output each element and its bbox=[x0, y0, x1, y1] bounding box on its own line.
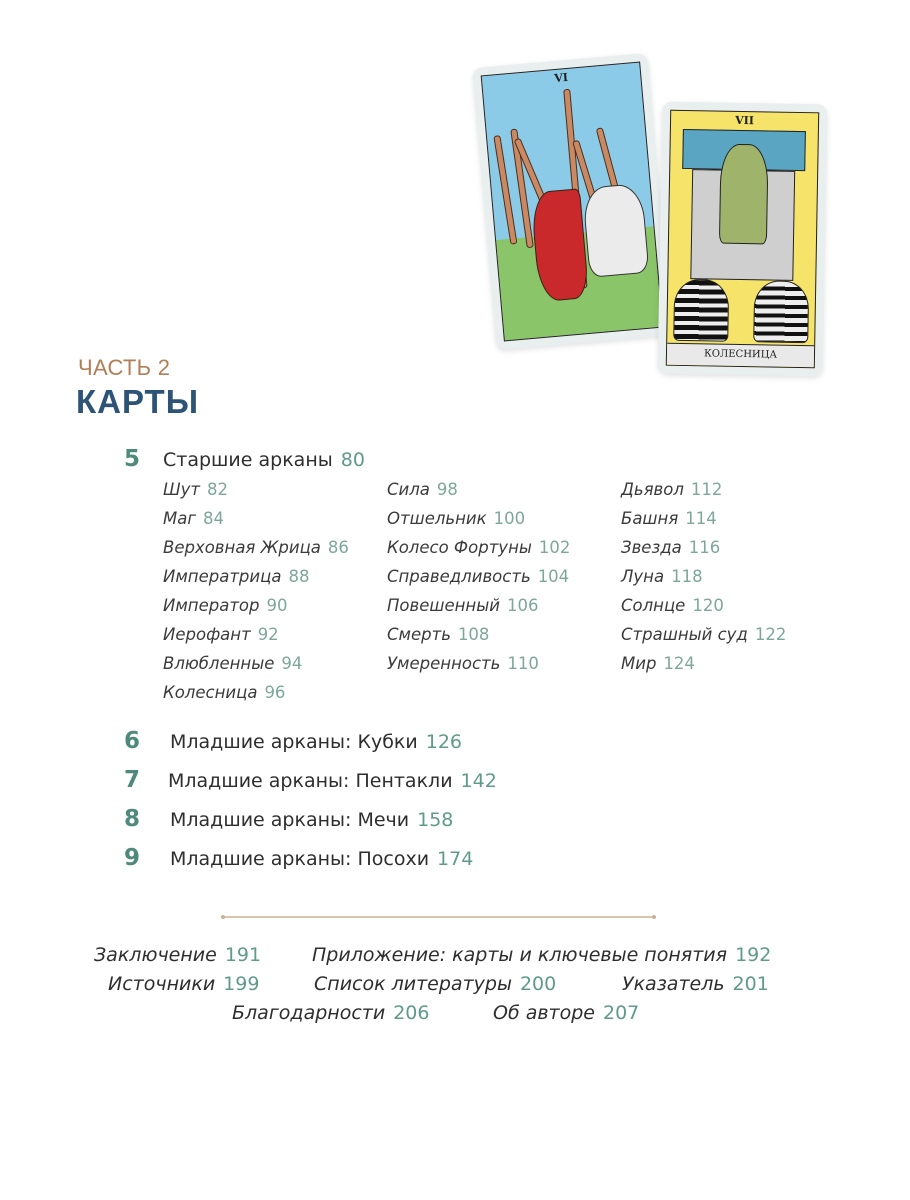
page-number: 207 bbox=[603, 1002, 640, 1024]
rider-figure bbox=[530, 188, 589, 302]
page-number: 120 bbox=[692, 596, 724, 615]
arcana-name: Умеренность bbox=[387, 654, 501, 673]
entry-title: Указатель bbox=[622, 973, 725, 995]
entry-title: Благодарности bbox=[232, 1002, 386, 1024]
toc-entry-about-author[interactable] bbox=[493, 1002, 639, 1024]
page-number: 102 bbox=[538, 538, 571, 557]
page-number: 80 bbox=[340, 449, 365, 471]
page-number: 174 bbox=[437, 848, 474, 870]
arcana-name: Верховная Жрица bbox=[163, 538, 321, 557]
part-title: КАРТЫ bbox=[76, 383, 200, 420]
card-artwork bbox=[481, 62, 664, 342]
toc-entry-index[interactable] bbox=[622, 973, 769, 995]
page-number: 118 bbox=[671, 567, 703, 586]
page-number: 116 bbox=[688, 538, 721, 557]
page-number: 86 bbox=[327, 538, 349, 557]
page-number: 110 bbox=[507, 654, 539, 673]
toc-entry-arcana[interactable] bbox=[387, 509, 525, 528]
arcana-name: Справедливость bbox=[387, 567, 531, 586]
arcana-name: Солнце bbox=[621, 596, 686, 615]
arcana-name: Страшный суд bbox=[621, 625, 748, 644]
chapter-title: Младшие арканы: Пентакли bbox=[168, 770, 453, 792]
chapter-number: 9 bbox=[124, 845, 141, 871]
chapter-number: 8 bbox=[124, 806, 141, 832]
page-number: 199 bbox=[223, 973, 260, 995]
toc-entry-arcana[interactable] bbox=[163, 625, 279, 644]
tarot-card-chariot bbox=[658, 102, 828, 377]
page-number: 98 bbox=[436, 480, 458, 499]
toc-entry-arcana[interactable] bbox=[163, 683, 285, 702]
page-number: 142 bbox=[460, 770, 497, 792]
card-numeral: VI bbox=[553, 70, 569, 86]
part-label: ЧАСТЬ 2 bbox=[78, 355, 171, 380]
entry-title: Источники bbox=[108, 973, 216, 995]
arcana-name: Башня bbox=[621, 509, 679, 528]
arcana-name: Императрица bbox=[163, 567, 282, 586]
arcana-name: Мир bbox=[621, 654, 657, 673]
toc-entry-arcana[interactable] bbox=[387, 596, 538, 615]
arcana-name: Звезда bbox=[621, 538, 682, 557]
card-numeral: VII bbox=[735, 113, 755, 128]
page-number: 88 bbox=[288, 567, 310, 586]
toc-entry-arcana[interactable] bbox=[387, 654, 539, 673]
toc-entry-arcana[interactable] bbox=[387, 625, 489, 644]
page-number: 192 bbox=[735, 944, 772, 966]
toc-entry-chapter-9[interactable] bbox=[170, 848, 473, 870]
page-number: 200 bbox=[519, 973, 557, 995]
toc-entry-arcana[interactable] bbox=[621, 509, 717, 528]
toc-entry-acknowledgements[interactable] bbox=[232, 1002, 429, 1024]
toc-entry-arcana[interactable] bbox=[621, 596, 724, 615]
chapter-number: 6 bbox=[124, 728, 141, 754]
toc-entry-arcana[interactable] bbox=[387, 567, 569, 586]
arcana-name: Отшельник bbox=[387, 509, 487, 528]
entry-title: Заключение bbox=[94, 944, 217, 966]
toc-entry-bibliography[interactable] bbox=[314, 973, 556, 995]
toc-entry-chapter-5[interactable] bbox=[163, 449, 365, 471]
black-sphinx-figure bbox=[673, 279, 729, 342]
page-number: 201 bbox=[732, 973, 769, 995]
arcana-name: Дьявол bbox=[621, 480, 684, 499]
arcana-name: Колесница bbox=[163, 683, 258, 702]
page-number: 104 bbox=[537, 567, 570, 586]
arcana-name: Влюбленные bbox=[163, 654, 275, 673]
toc-entry-conclusion[interactable] bbox=[94, 944, 261, 966]
card-artwork bbox=[666, 110, 819, 369]
arcana-name: Император bbox=[163, 596, 260, 615]
entry-title: Приложение: карты и ключевые понятия bbox=[312, 944, 728, 966]
page-number: 124 bbox=[663, 654, 695, 673]
page-number: 114 bbox=[685, 509, 717, 528]
page-number: 94 bbox=[281, 654, 303, 673]
arcana-name: Шут bbox=[163, 480, 201, 499]
toc-entry-arcana[interactable] bbox=[621, 567, 703, 586]
page-number: 106 bbox=[506, 596, 539, 615]
page-number: 191 bbox=[224, 944, 262, 966]
toc-entry-chapter-6[interactable] bbox=[170, 731, 462, 753]
chapter-title: Младшие арканы: Посохи bbox=[170, 848, 430, 870]
chapter-number: 5 bbox=[124, 446, 141, 472]
white-sphinx-figure bbox=[753, 280, 809, 343]
arcana-name: Маг bbox=[163, 509, 197, 528]
card-caption: КОЛЕСНИЦА bbox=[667, 343, 814, 368]
arcana-name: Иерофант bbox=[163, 625, 251, 644]
arcana-name: Сила bbox=[387, 480, 430, 499]
chapter-title: Младшие арканы: Кубки bbox=[170, 731, 418, 753]
toc-entry-arcana[interactable] bbox=[163, 480, 228, 499]
page-number: 158 bbox=[417, 809, 454, 831]
arcana-name: Луна bbox=[621, 567, 665, 586]
tarot-card-six-of-wands bbox=[472, 53, 672, 350]
horse-figure bbox=[582, 183, 650, 278]
toc-entry-chapter-8[interactable] bbox=[170, 809, 453, 831]
page-number: 84 bbox=[203, 509, 225, 528]
section-divider bbox=[223, 916, 654, 918]
page-number: 100 bbox=[493, 509, 526, 528]
toc-entry-arcana[interactable] bbox=[163, 538, 349, 557]
entry-title: Об авторе bbox=[493, 1002, 595, 1024]
page-number: 90 bbox=[266, 596, 288, 615]
arcana-name: Смерть bbox=[387, 625, 451, 644]
toc-entry-arcana[interactable] bbox=[387, 538, 570, 557]
toc-entry-arcana[interactable] bbox=[621, 480, 722, 499]
toc-entry-arcana[interactable] bbox=[163, 509, 224, 528]
toc-entry-arcana[interactable] bbox=[163, 567, 309, 586]
toc-entry-arcana[interactable] bbox=[621, 538, 720, 557]
toc-entry-appendix[interactable] bbox=[312, 944, 771, 966]
toc-entry-chapter-7[interactable] bbox=[168, 770, 497, 792]
chapter-title: Младшие арканы: Мечи bbox=[170, 809, 410, 831]
toc-entry-arcana[interactable] bbox=[621, 625, 786, 644]
page-number: 96 bbox=[264, 683, 286, 702]
charioteer-figure bbox=[719, 144, 769, 245]
chapter-number: 7 bbox=[124, 767, 141, 793]
arcana-name: Колесо Фортуны bbox=[387, 538, 532, 557]
toc-entry-arcana[interactable] bbox=[163, 596, 288, 615]
entry-title: Список литературы bbox=[314, 973, 512, 995]
page-number: 92 bbox=[257, 625, 279, 644]
page-number: 206 bbox=[393, 1002, 430, 1024]
chapter-title: Старшие арканы bbox=[163, 449, 333, 471]
toc-entry-sources[interactable] bbox=[108, 973, 259, 995]
arcana-name: Повешенный bbox=[387, 596, 500, 615]
page-number: 122 bbox=[754, 625, 787, 644]
page-number: 112 bbox=[690, 480, 723, 499]
page-number: 126 bbox=[425, 731, 463, 753]
page-number: 108 bbox=[457, 625, 490, 644]
toc-entry-arcana[interactable] bbox=[621, 654, 695, 673]
toc-entry-arcana[interactable] bbox=[387, 480, 458, 499]
page-number: 82 bbox=[207, 480, 229, 499]
toc-entry-arcana[interactable] bbox=[163, 654, 302, 673]
